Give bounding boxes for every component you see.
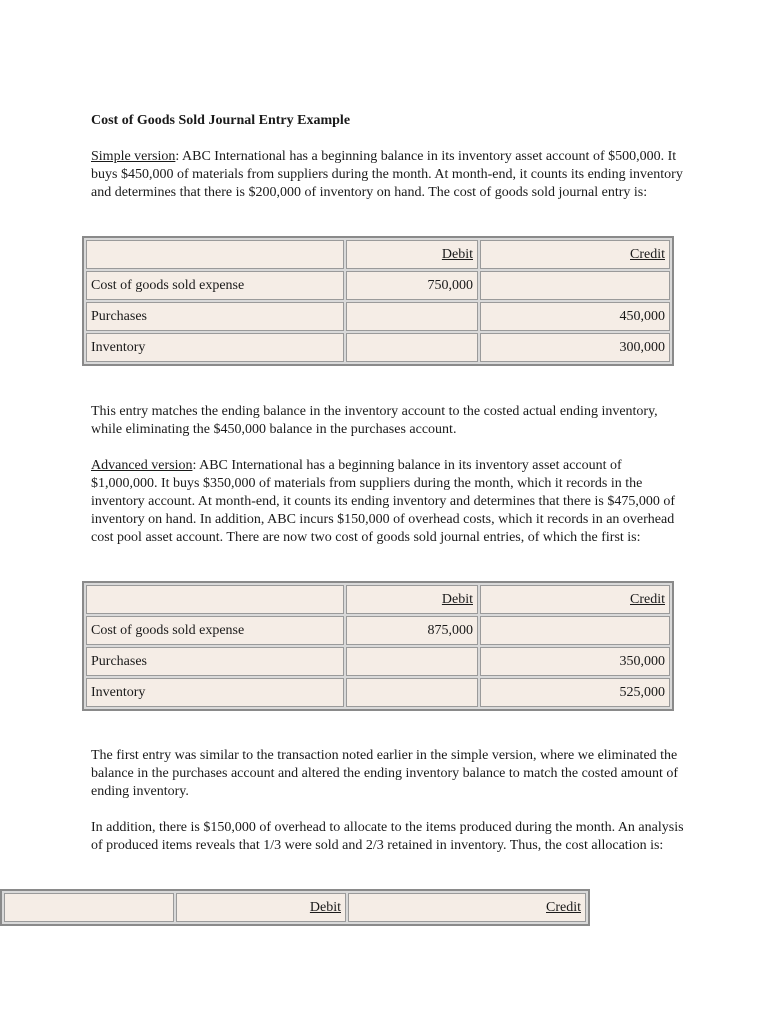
account-cell: Purchases (86, 302, 344, 331)
first-entry-paragraph: The first entry was similar to the transaction noted earlier in the simple version, where we eliminated the balance in the purchases account and altered the ending inventory balance to match the costed amount of ending inventory. (91, 748, 678, 799)
credit-header: Credit (546, 899, 581, 915)
header-account-cell (4, 893, 174, 922)
header-account-cell (86, 585, 344, 614)
simple-version-label: Simple version (91, 149, 176, 164)
header-account-cell (86, 240, 344, 269)
debit-header: Debit (309, 899, 341, 915)
credit-cell: 450,000 (480, 302, 670, 331)
simple-version-text: : ABC International has a beginning balance in its inventory asset account of $500,000. It buys $450,000 of materials from suppliers during the month. At month-end, it counts its ending inventory and determines that there is $200,000 of inventory on hand. The cost of goods sold journal entry is: (91, 149, 683, 200)
credit-cell: 525,000 (480, 678, 670, 707)
credit-header: Credit (630, 591, 665, 607)
account-cell: Purchases (86, 647, 344, 676)
advanced-version-label: Advanced version (91, 458, 193, 473)
advanced-version-paragraph (91, 457, 691, 547)
credit-cell (480, 616, 670, 645)
account-cell: Cost of goods sold expense (86, 616, 344, 645)
account-cell: Inventory (86, 333, 344, 362)
credit-header: Credit (630, 246, 665, 262)
header-debit-cell (176, 893, 346, 922)
simple-version-paragraph (91, 148, 691, 202)
journal-table-advanced (82, 581, 674, 711)
credit-cell: 350,000 (480, 647, 670, 676)
header-credit-cell (480, 585, 670, 614)
table-row (86, 333, 670, 362)
account-cell: Inventory (86, 678, 344, 707)
advanced-version-text: : ABC International has a beginning balance in its inventory asset account of $1,000,000. It buys $350,000 of materials from suppliers during the month, which it records in the inventory account. At month-end, it counts its ending inventory and determines that there is $475,000 of inventory on hand. In addition, ABC incurs $150,000 of overhead costs, which it records in an overhead cost pool asset account. There are now two cost of goods sold journal entries, of which the first is: (91, 458, 675, 545)
page-title: Cost of Goods Sold Journal Entry Example (91, 113, 351, 128)
debit-cell: 750,000 (346, 271, 478, 300)
account-cell: Cost of goods sold expense (86, 271, 344, 300)
debit-cell (346, 333, 478, 362)
header-credit-cell (480, 240, 670, 269)
debit-cell (346, 302, 478, 331)
table-header-row (86, 585, 670, 614)
table-row (86, 647, 670, 676)
debit-header: Debit (441, 246, 473, 262)
debit-cell: 875,000 (346, 616, 478, 645)
credit-cell (480, 271, 670, 300)
table-header-row (4, 893, 586, 922)
header-credit-cell (348, 893, 586, 922)
overhead-paragraph: In addition, there is $150,000 of overhead to allocate to the items produced during the month. An analysis of produced items reveals that 1/3 were sold and 2/3 retained in inventory. Thus, the cost allocation is: (91, 820, 684, 853)
entry-explanation-paragraph: This entry matches the ending balance in the inventory account to the costed actual ending inventory, while eliminating the $450,000 balance in the purchases account. (91, 404, 658, 437)
credit-cell: 300,000 (480, 333, 670, 362)
table-header-row (86, 240, 670, 269)
debit-cell (346, 647, 478, 676)
table-row (86, 678, 670, 707)
header-debit-cell (346, 585, 478, 614)
table-row (86, 302, 670, 331)
debit-cell (346, 678, 478, 707)
debit-header: Debit (441, 591, 473, 607)
table-row (86, 616, 670, 645)
journal-table-simple (82, 236, 674, 366)
journal-table-allocation (0, 889, 590, 926)
header-debit-cell (346, 240, 478, 269)
table-row (86, 271, 670, 300)
